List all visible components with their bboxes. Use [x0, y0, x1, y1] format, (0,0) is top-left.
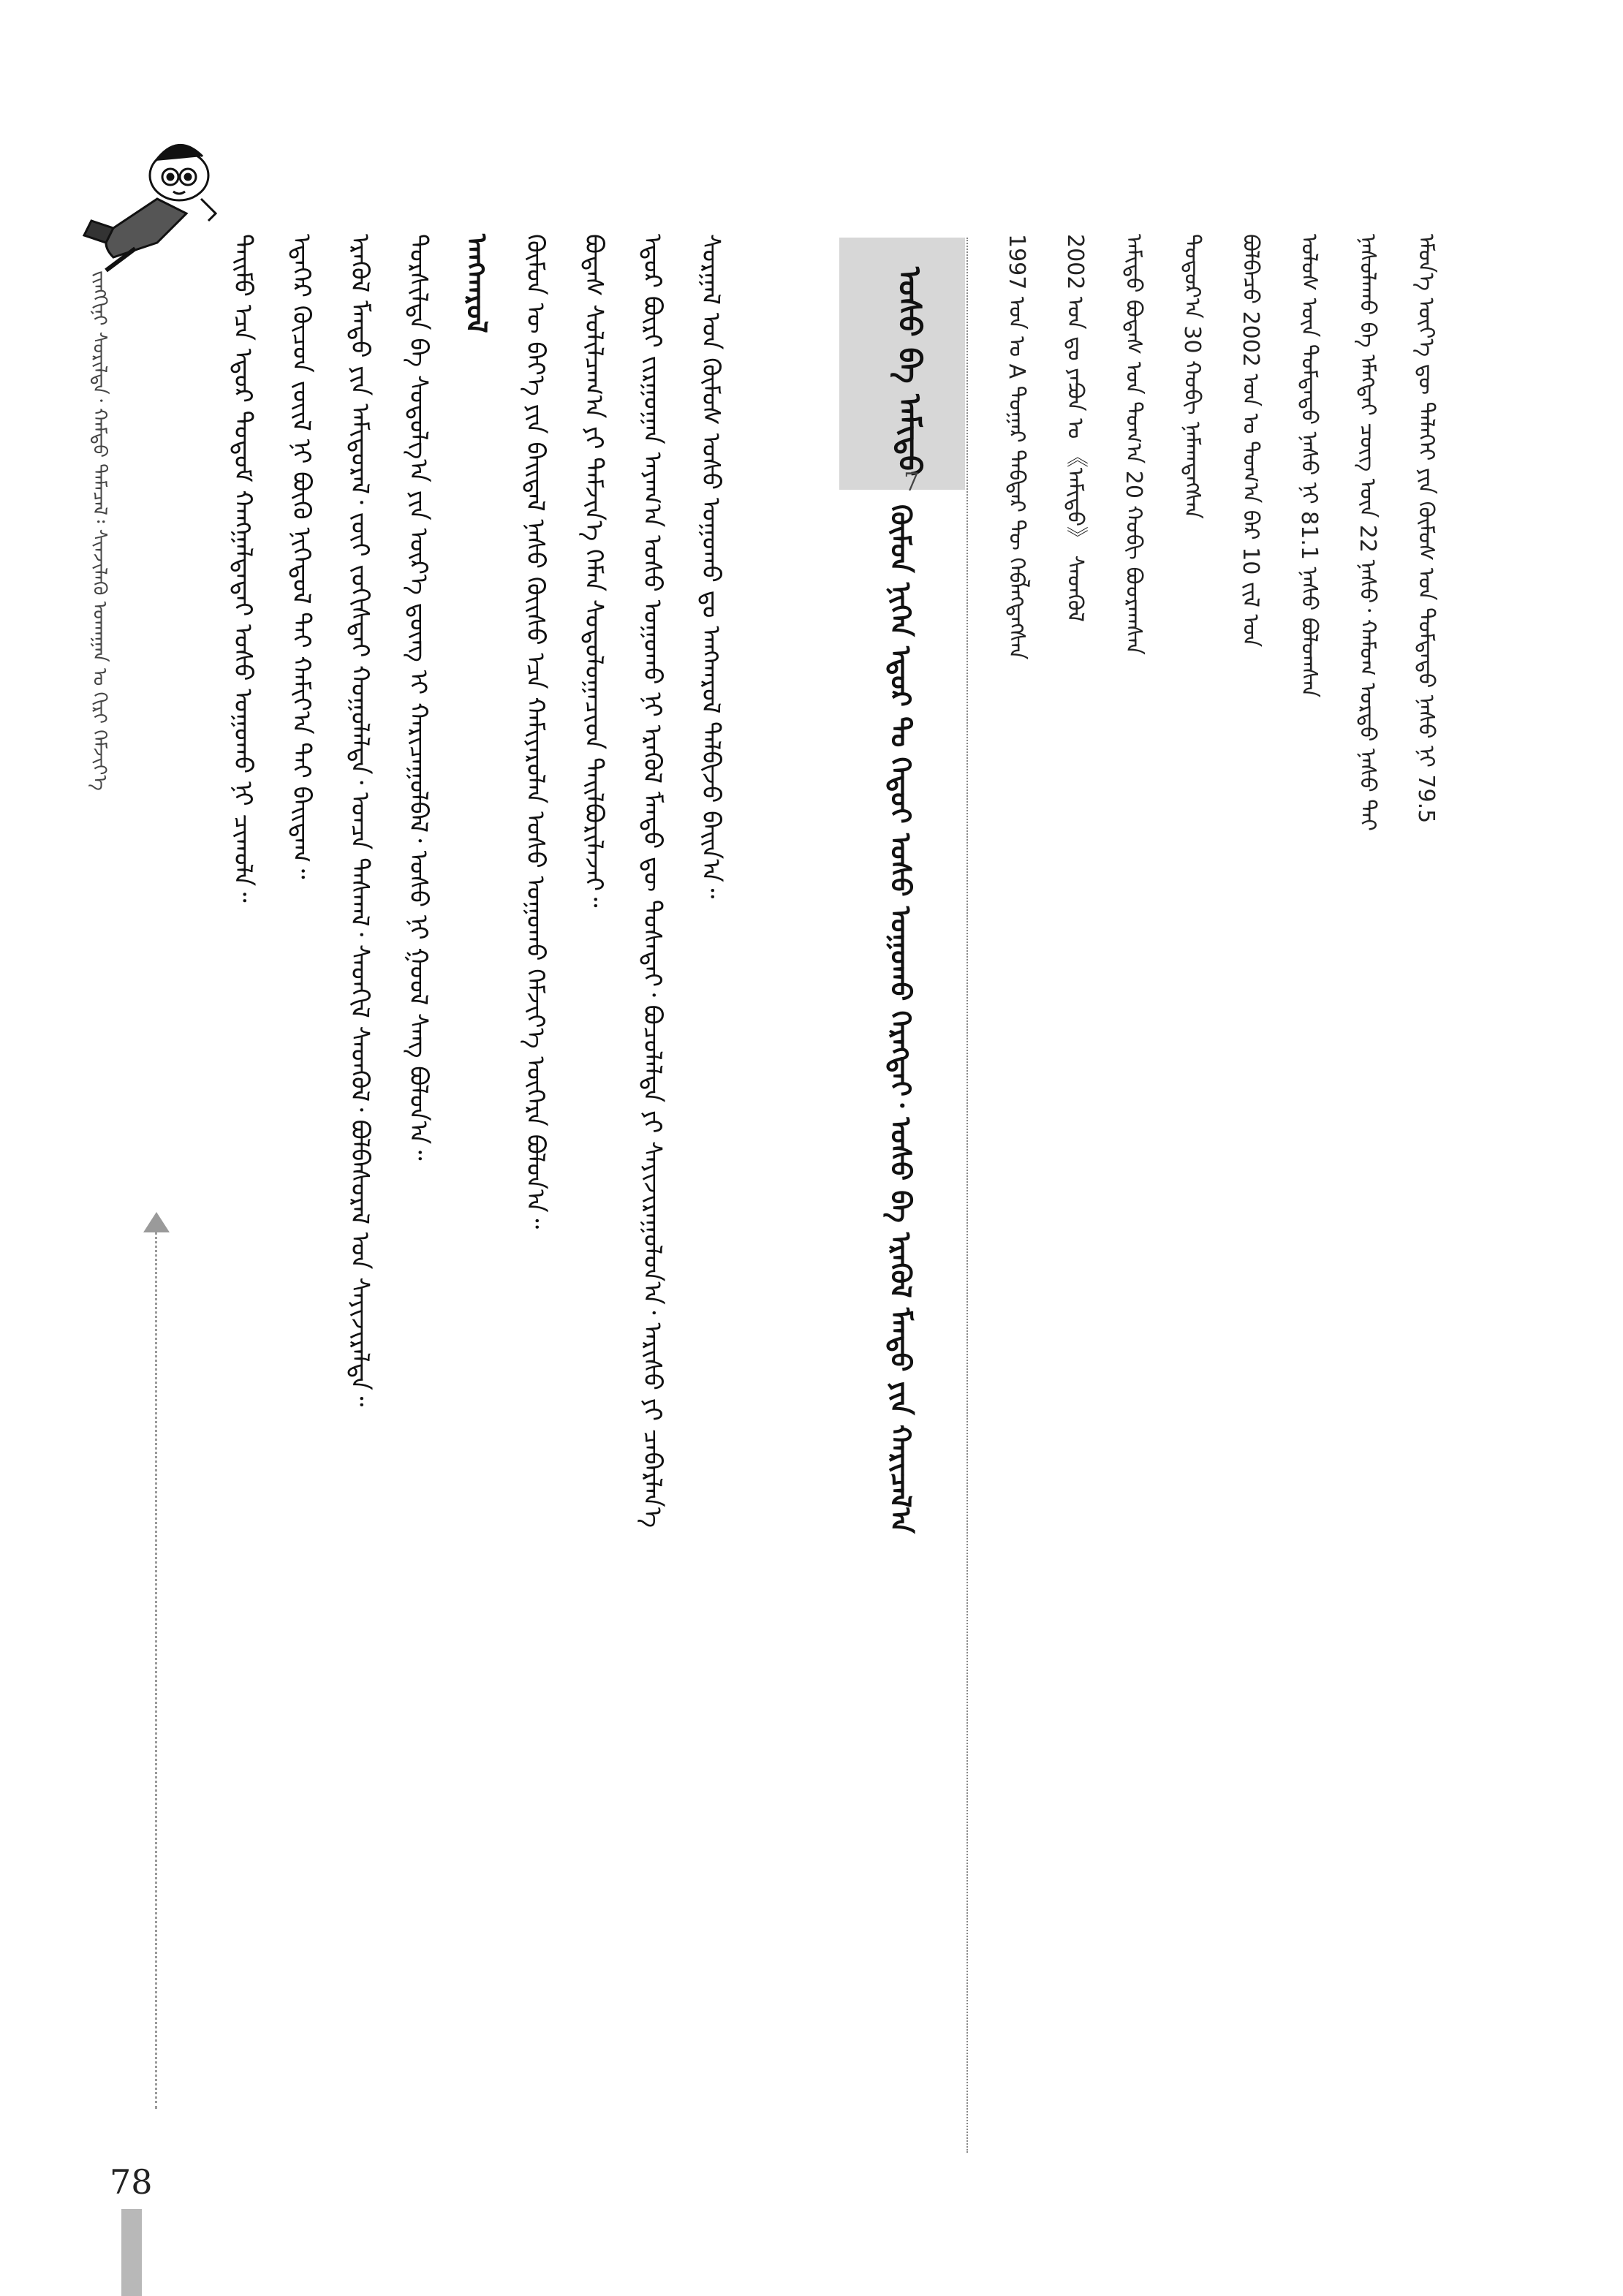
margin-bar	[121, 2209, 142, 2296]
cartoon-boy-icon	[69, 132, 230, 278]
body-paragraph-4: ᠬᠦᠮᠦᠨ ᠦ ᠪᠡᠶ᠎ᠡ ᠶᠢᠨ ᠪᠠᠢᠳᠠᠯ ᠨᠠᠰᠤ ᠬᠦᠢᠰᠦ ᠡᠴᠡ ᠬᠠᠮᠢᠶᠠᠷᠤᠯᠠᠨ ᠤᠰᠤ ᠤᠭᠤᠬᠤ ᠬᠡᠮᠵᠢᠶ᠎ᠡ ᠥᠭᠡᠷᠡ ᠪᠣᠯᠤᠨ᠎ᠠ᠃	[521, 234, 550, 1230]
top-paragraph-line-7: 2002 ᠣᠨ ᠳᠤ ᠶᠠᠫᠣᠨ ᠤ 《ᠠᠮᠢᠳᠤ》 ᠰᠡᠳᠭᠦᠯ	[1062, 234, 1088, 622]
top-paragraph-line-5: ᠳᠣᠲᠤᠷ᠎ᠠ 30 ᠬᠤᠪᠢ ᠨᠡᠮᠡᠭ᠍ᠳᠡᠭᠰᠡᠨ	[1179, 234, 1205, 519]
section-separator	[966, 238, 968, 2153]
header-triangle-marker	[143, 1212, 170, 1232]
body-paragraph-6: ᠡᠷᠡᠭᠦᠯ ᠮᠡᠨᠳᠦ ᠶᠢᠨ ᠠᠮᠢᠳᠤᠷᠠᠯ᠂ ᠵᠦᠢ ᠵᠣᠬᠢᠰᠲᠠᠢ ᠬᠣᠭᠣᠯᠠᠯᠲᠠ᠂ ᠣᠨᠴᠠ ᠳᠠᠰᠭᠠᠯ᠂ ᠰᠡᠳᠬᠢᠯ ᠰᠡᠳᠭᠦᠯ᠂ ᠪᠣᠯᠪᠠᠰᠤᠷᠠᠯ ᠤᠨ ᠰᠠᠶᠢᠵᠢᠷᠠᠯᠲᠠ᠃	[345, 234, 374, 1407]
top-paragraph-line-1: ᠡᠮᠦᠨ᠎ᠡ ᠦᠶ᠎ᠡ ᠳᠦ ᠳᠡᠯᠡᠬᠡᠢ ᠶᠢᠨ ᠬᠦᠮᠦᠰ ᠤᠨ ᠳᠤᠮᠳᠠᠳᠤ ᠨᠠᠰᠤ ᠨᠢ 79.5	[1413, 234, 1439, 824]
section-heading: ᠬᠥᠮᠦᠨ ᠨᠢᠭᠡᠨ ᠡᠳᠦᠷ ᠲᠤ ᠬᠡᠳᠦᠢ ᠤᠰᠤ ᠤᠭᠤᠬᠤ ᠬᠡᠷᠡᠭᠲᠡᠢ᠂ ᠤᠰᠤ ᠪᠠ ᠡᠷᠡᠭᠦᠯ ᠮᠡᠨᠳᠦ ᠶᠢᠨ ᠬᠠᠷᠢᠴᠠᠯ᠎ᠠ	[885, 504, 917, 1534]
top-paragraph-line-8: 1997 ᠣᠨ ᠤ A ᠳᠤᠭᠠᠷ ᠳᠡᠪᠲᠡᠷ ᠲᠦ ᠬᠡᠪᠯᠡᠭᠳᠡᠭᠰᠡᠨ	[1004, 234, 1029, 660]
header-dotted-rule	[155, 1232, 157, 2109]
section-number: 7	[904, 468, 920, 497]
top-paragraph-line-4: ᠪᠣᠯᠪᠠᠴᠤ 2002 ᠣᠨ ᠤ ᠲᠤᠭ᠎ᠠ ᠪᠠᠷ 10 ᠵᠢᠯ ᠤᠨ	[1238, 234, 1263, 648]
bold-phrase: ᠠᠨᠭᠬᠠᠷᠤᠯ	[461, 234, 493, 333]
body-paragraph-5: ᠲᠤᠷᠰᠢᠯᠲᠠ ᠪᠠ ᠰᠤᠳᠤᠯᠭ᠎ᠠ ᠶᠢᠨ ᠦᠷ᠎ᠡ ᠳ᠋ᠦᠩ ᠢ ᠬᠠᠷᠢᠴᠠᠭᠤᠯᠪᠠᠯ᠂ ᠤᠰᠤ ᠨᠢ ᠭᠣᠣᠯ ᠰᠠᠩ ᠪᠣᠯᠤᠨ᠎ᠠ᠃	[404, 234, 433, 1161]
top-paragraph-line-3: ᠤᠯᠤᠰ ᠦᠨ ᠳᠤᠮᠳᠠᠳᠤ ᠨᠠᠰᠤ ᠨᠢ 81.1 ᠨᠠᠰᠤ ᠪᠣᠯᠤᠭᠰᠠᠨ	[1296, 234, 1322, 698]
top-paragraph-line-2: ᠨᠠᠰᠤᠯᠠᠬᠤ ᠪᠠ ᠡᠮᠡᠭᠲᠡᠢ ᠴᠦᠭ ᠦᠨ 22 ᠨᠠᠰᠤ᠂ ᠬᠠᠮᠤᠭ ᠤᠷᠲᠤ ᠨᠠᠰᠤ ᠲᠠᠢ	[1355, 234, 1380, 831]
running-header: ᠵᠢᠩᠬᠢᠨᠢ ᠰᠣᠷᠢᠯᠲᠠ᠂ ᠬᠠᠮᠳᠤ ᠲᠡᠮᠡᠴᠡᠯ᠄ ᠰᠢᠨᠵᠢᠯᠡᠬᠦ ᠤᠬᠠᠭᠠᠨ ᠤ ᠬᠢᠷᠢ ᠬᠡᠮᠵᠢᠶ᠎ᠡ	[88, 270, 110, 791]
page-number: 78	[110, 2162, 153, 2202]
body-paragraph-1: ᠰᠤᠷᠭᠠᠯ ᠤᠨ ᠬᠦᠮᠦᠰ ᠤᠰᠤ ᠤᠭᠤᠬᠤ ᠳᠤ ᠠᠩᠬᠠᠷᠤᠯ ᠲᠠᠯᠪᠢᠵᠤ ᠪᠠᠢᠨ᠎ᠠ᠃	[696, 234, 725, 899]
section-title: ᠤᠰᠤ ᠪᠠ ᠠᠮᠢᠳᠤ	[892, 267, 928, 477]
section-title-box	[839, 238, 965, 490]
body-paragraph-3: ᠪᠣᠳᠠᠰ ᠰᠣᠯᠢᠯᠴᠠᠭ᠎ᠠ ᠶᠢ ᠳᠡᠮᠵᠢᠨ᠎ᠡ ᠬᠡᠮᠡᠨ ᠰᠤᠳᠤᠯᠤᠭᠠᠴᠢᠳ ᠲᠠᠢᠯᠪᠤᠷᠢᠯᠠᠵᠠᠢ᠃	[579, 234, 608, 908]
body-paragraph-7: ᠡᠳᠡᠭᠡᠷ ᠬᠦᠴᠦᠨ ᠵᠦᠢᠯ ᠨᠢ ᠪᠦᠬᠦ ᠨᠢᠭᠡᠳᠦᠯ ᠲᠡᠢ ᠬᠠᠮᠢᠶ᠎ᠠ ᠲᠠᠢ ᠪᠠᠢᠳᠠᠭ᠃	[287, 234, 316, 879]
body-paragraph-8: ᠲᠡᠢᠮᠦ ᠡᠴᠡ ᠡᠳᠦᠷ ᠲᠤᠲᠤᠮ ᠬᠠᠩᠭᠠᠯᠲᠠᠲᠠᠢ ᠤᠰᠤ ᠤᠭᠤᠬᠤ ᠨᠢ ᠴᠢᠬᠤᠯᠠ᠃	[228, 234, 257, 903]
top-paragraph-line-6: ᠠᠮᠢᠳᠤ ᠪᠣᠳᠠᠰ ᠤᠨ ᠲᠣᠭ᠎ᠠ 20 ᠬᠤᠪᠢ ᠪᠤᠤᠷᠠᠭᠰᠠᠨ	[1121, 234, 1146, 655]
body-paragraph-2: ᠡᠳᠦᠷ ᠪᠦᠷᠢ ᠵᠢᠷᠭᠤᠭᠠᠨ ᠠᠶᠠᠭ᠎ᠠ ᠤᠰᠤ ᠤᠭᠤᠬᠤ ᠨᠢ ᠡᠷᠡᠭᠦᠯ ᠮᠡᠨᠳᠦ ᠳᠦ ᠲᠤᠰᠠᠲᠠᠢ᠂ ᠪᠤᠴᠤᠯᠠᠯᠲᠠ ᠶᠢ ᠰᠠᠶᠢᠵᠢᠷᠠᠭᠤᠯᠤᠨ᠎ᠠ᠂ ᠠᠷᠢᠰᠤ ᠶᠢ ᠴᠡᠪᠡᠷᠯᠡᠨ᠎ᠡ	[638, 234, 667, 1528]
